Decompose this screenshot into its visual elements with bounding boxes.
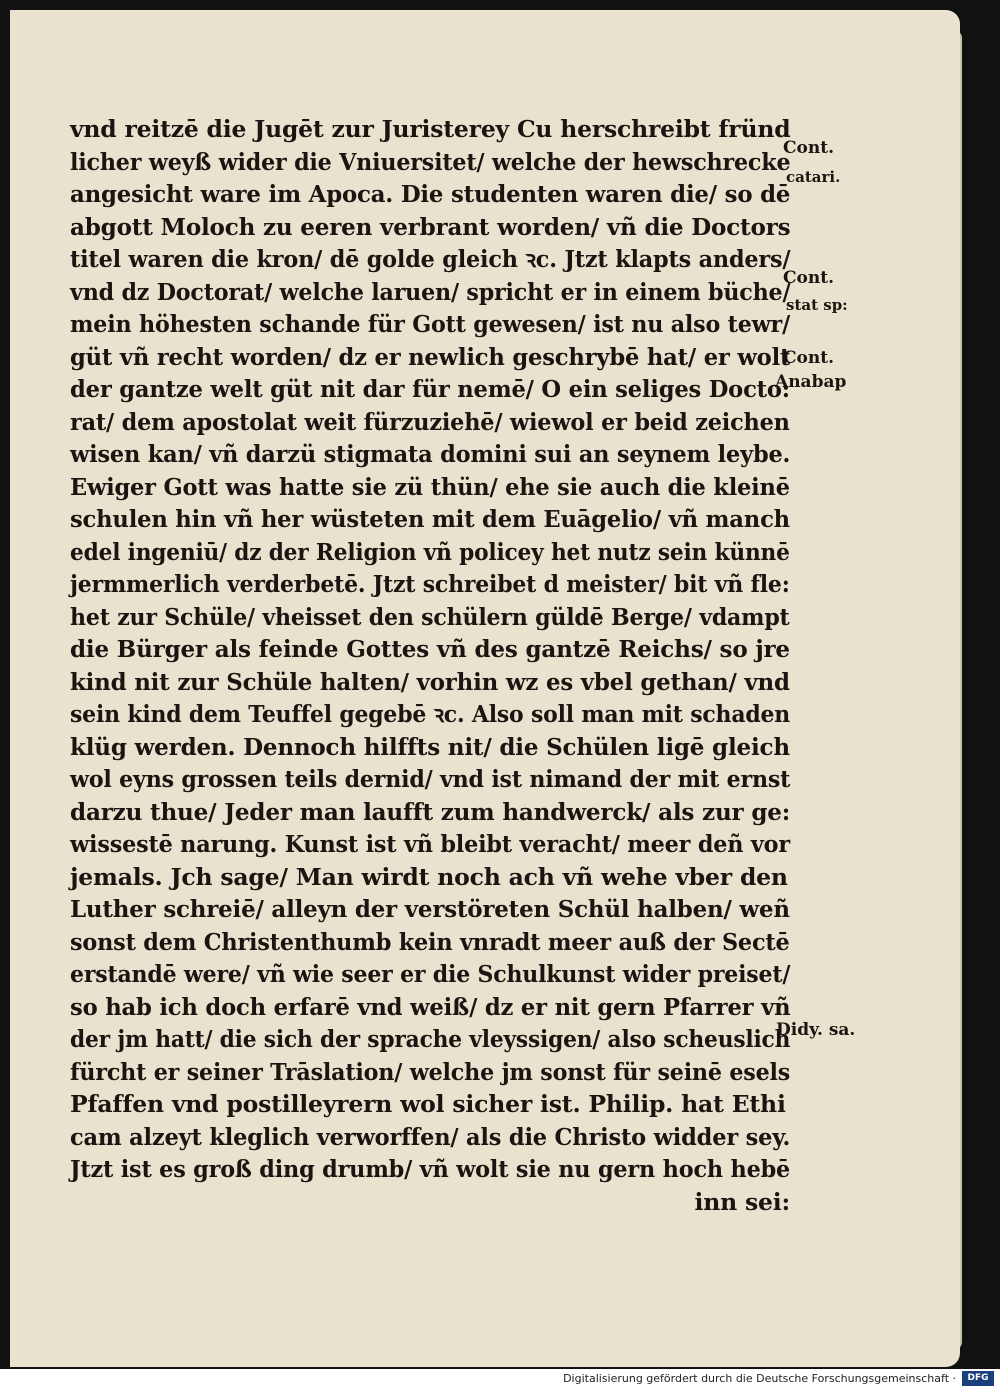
text-line: der jm hatt/ die sich der sprache vleyssigen/ also scheuslich	[70, 1025, 791, 1053]
margin-note: Anabap	[775, 372, 847, 392]
text-line: die Bürger als feinde Gottes vñ des gantzē Reichs/ so jre	[70, 635, 790, 663]
footer-bar	[0, 1369, 1000, 1389]
dfg-logo: DFG	[962, 1371, 994, 1386]
text-line: Ewiger Gott was hatte sie zü thün/ ehe sie auch die kleinē	[70, 472, 790, 501]
text-line: so hab ich doch erfarē vnd weiß/ dz er nit gern Pfarrer vñ	[70, 992, 791, 1021]
text-line: licher weyß wider die Vniuersitet/ welche der hewschrecke	[70, 147, 791, 176]
text-line: wisen kan/ vñ darzü stigmata domini sui an seynem leybe.	[70, 440, 791, 468]
text-line: jemals. Jch sage/ Man wirdt noch ach vñ wehe vber den	[70, 862, 788, 891]
catchword: inn sei:	[694, 1187, 790, 1216]
margin-note: Didy. sa.	[776, 1020, 856, 1040]
text-line: sonst dem Christenthumb kein vnradt meer auß der Sectē	[70, 927, 790, 956]
text-line: cam alzeyt kleglich verworffen/ als die Christo widder sey.	[70, 1122, 791, 1151]
text-line: vnd reitzē die Jugēt zur Juristerey Cu herschreibt fründ	[70, 115, 791, 143]
margin-note: Cont.	[783, 268, 834, 288]
text-line: edel ingeniū/ dz der Religion vñ policey het nutz sein künnē	[70, 537, 790, 566]
text-line: het zur Schüle/ vheisset den schülern güldē Berge/ vdampt	[70, 602, 790, 631]
margin-note: catari.	[786, 168, 841, 186]
text-line: klüg werden. Dennoch hilffts nit/ die Schülen ligē gleich	[70, 732, 790, 761]
margin-note: stat sp:	[786, 296, 848, 314]
text-line: güt vñ recht worden/ dz er newlich geschrybē hat/ er wolt	[70, 342, 791, 371]
text-line: erstandē were/ vñ wie seer er die Schulkunst wider preiset/	[70, 960, 791, 988]
text-line: Jtzt ist es groß ding drumb/ vñ wolt sie nu gern hoch hebē	[70, 1155, 791, 1183]
funding-credit: Digitalisierung gefördert durch die Deutsche Forschungsgemeinschaft ·	[563, 1372, 956, 1385]
margin-note: Cont.	[783, 138, 834, 158]
text-line: abgott Moloch zu eeren verbrant worden/ vñ die Doctors	[70, 212, 791, 241]
text-line: wissestē narung. Kunst ist vñ bleibt veracht/ meer deñ vor	[70, 830, 790, 858]
text-line: der gantze welt güt nit dar für nemē/ O ein seliges Docto:	[70, 375, 790, 403]
main-text-block	[70, 113, 790, 1218]
text-line: wol eyns grossen teils dernid/ vnd ist nimand der mit ernst	[70, 765, 791, 793]
text-line: sein kind dem Teuffel gegebē ꝛc. Also soll man mit schaden	[70, 700, 791, 728]
margin-note: Cont.	[783, 348, 834, 368]
text-line: fürcht er seiner Trāslation/ welche jm sonst für seinē esels	[70, 1057, 791, 1086]
text-line: schulen hin vñ her wüsteten mit dem Euāgelio/ vñ manch	[70, 505, 790, 533]
text-line: rat/ dem apostolat weit fürzuziehē/ wiewol er beid zeichen	[70, 407, 790, 436]
text-line: mein höhesten schande für Gott gewesen/ ist nu also tewr/	[70, 310, 790, 338]
text-line: kind nit zur Schüle halten/ vorhin wz es vbel gethan/ vnd	[70, 667, 790, 696]
text-line: Luther schreiē/ alleyn der verstöreten Schül halben/ weñ	[70, 895, 790, 923]
text-line: Pfaffen vnd postilleyrern wol sicher ist. Philip. hat Ethi	[70, 1090, 786, 1118]
text-line: titel waren die kron/ dē golde gleich ꝛc. Jtzt klapts anders/	[70, 245, 791, 273]
text-line: vnd dz Doctorat/ welche laruen/ spricht er in einem büche/	[70, 277, 791, 306]
text-line: jermmerlich verderbetē. Jtzt schreibet d meister/ bit vñ fle:	[70, 570, 790, 598]
text-line: angesicht ware im Apoca. Die studenten waren die/ so dē	[70, 180, 791, 208]
text-line: darzu thue/ Jeder man laufft zum handwerck/ als zur ge:	[70, 797, 791, 826]
book-page	[10, 10, 960, 1367]
